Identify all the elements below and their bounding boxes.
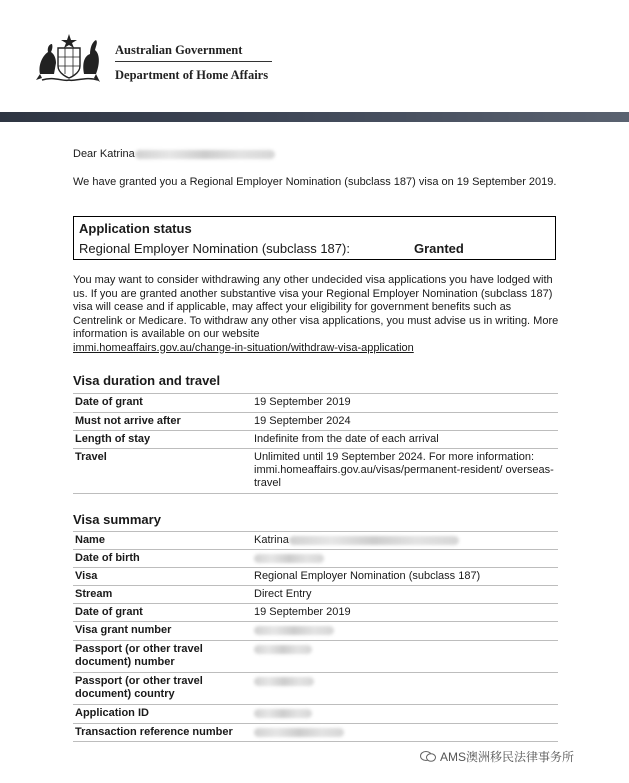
status-badge: Granted [414, 241, 464, 256]
duration-table [73, 393, 558, 494]
redacted-value [254, 709, 312, 718]
table-row: Passport (or other travel document) country [73, 672, 558, 704]
redacted-value [254, 626, 334, 635]
table-row: Date of grant 19 September 2019 [73, 393, 558, 412]
table-row: Application ID [73, 704, 558, 723]
redacted-value [289, 536, 459, 545]
table-row: Must not arrive after 19 September 2024 [73, 412, 558, 430]
redacted-value [254, 677, 314, 686]
watermark: AMS澳洲移民法律事务所 [420, 748, 574, 765]
withdraw-application-link[interactable]: immi.homeaffairs.gov.au/change-in-situation/withdraw-visa-application [73, 341, 414, 354]
redacted-value [254, 554, 324, 563]
application-status-box [73, 216, 556, 260]
header-band [0, 112, 629, 122]
table-row: Stream Direct Entry [73, 585, 558, 603]
salutation: Dear Katrina [73, 148, 559, 162]
summary-section-title: Visa summary [73, 512, 161, 527]
status-title: Application status [79, 221, 192, 236]
summary-table [73, 531, 558, 742]
redacted-value [254, 645, 312, 654]
advice-paragraph: You may want to consider withdrawing any other undecided visa applications you have lodged with us. If you are granted another substantive visa your Regional Employer Nomination (subclass 187) visa will cease and if applicable, may affect your eligibility for government benefits such as Centrelink or Medicare. To withdraw any other visa applications, you must advise us in writing. More information is available on our website immi.homeaffairs.gov.au/change-in-situation/withdraw-visa-application [73, 274, 559, 354]
government-title: Australian Government [115, 43, 243, 57]
table-row: Visa Regional Employer Nomination (subclass 187) [73, 567, 558, 585]
table-row: Visa grant number [73, 621, 558, 640]
table-row: Length of stay Indefinite from the date of each arrival [73, 430, 558, 448]
coat-of-arms-icon [34, 30, 104, 86]
table-row: Date of grant 19 September 2019 [73, 603, 558, 621]
grant-paragraph: We have granted you a Regional Employer Nomination (subclass 187) visa on 19 September 2019. [73, 176, 557, 188]
header-divider [115, 61, 272, 62]
department-name: Department of Home Affairs [115, 68, 269, 82]
table-row: Date of birth [73, 549, 558, 567]
status-visa-line: Regional Employer Nomination (subclass 187): [79, 241, 350, 256]
table-row: Travel Unlimited until 19 September 2024. For more information: immi.homeaffairs.gov.au/visas/permanent-resident/ overseas-travel [73, 448, 558, 494]
redacted-surname [135, 150, 275, 159]
redacted-value [254, 728, 344, 737]
wechat-icon [420, 751, 436, 762]
table-row: Transaction reference number [73, 723, 558, 742]
duration-section-title: Visa duration and travel [73, 373, 221, 388]
table-row: Passport (or other travel document) number [73, 640, 558, 672]
table-row: Name Katrina [73, 531, 558, 549]
letterhead [0, 0, 629, 112]
